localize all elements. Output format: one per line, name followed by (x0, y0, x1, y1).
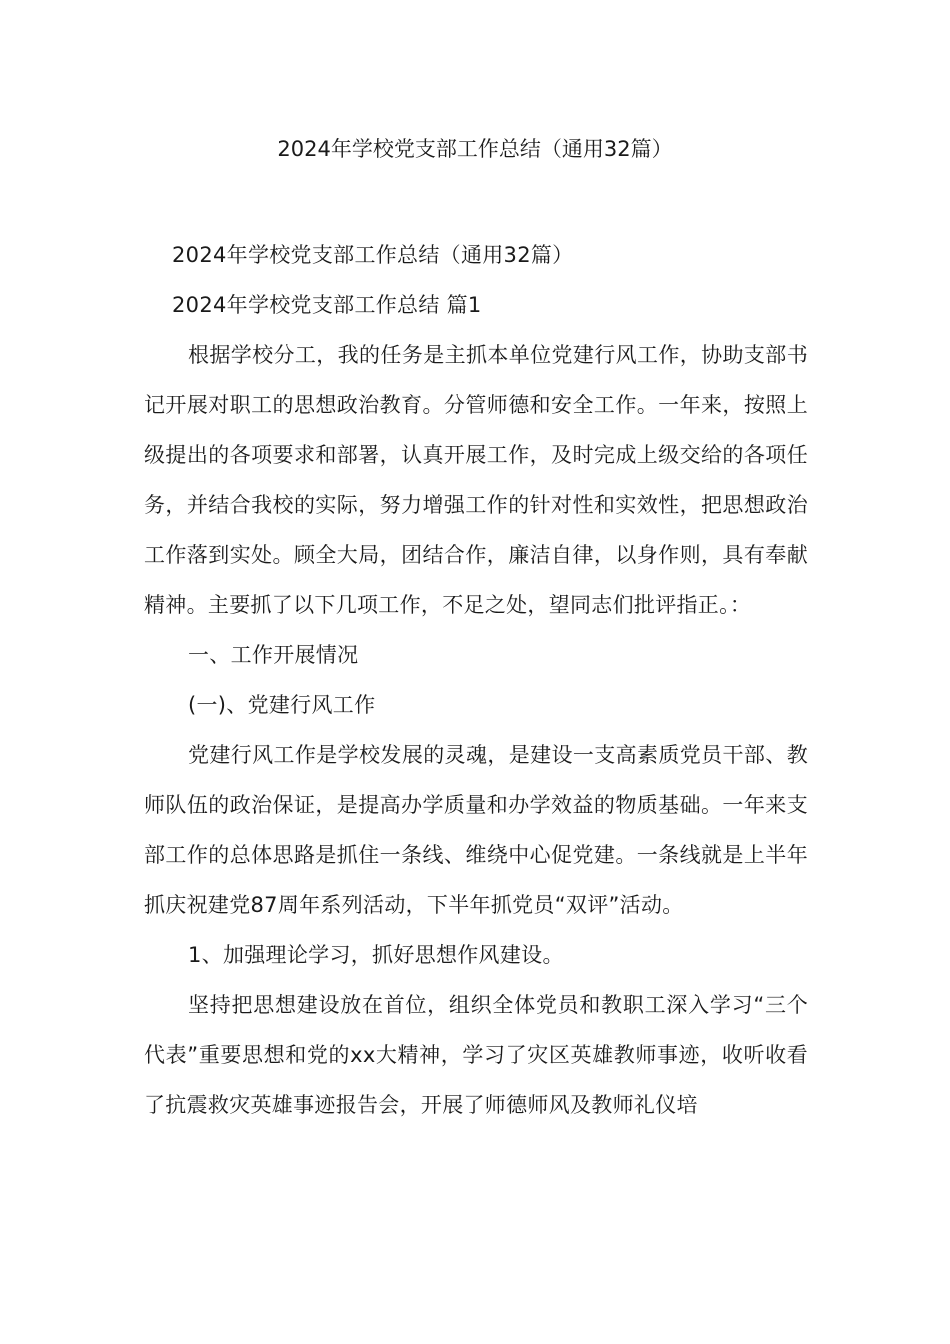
paragraph-subheading-1: (一)、党建行风工作 (188, 693, 376, 717)
paragraph-study: 坚持把思想建设放在首位，组织全体党员和教职工深入学习“三个代表”重要思想和党的xx大精神，学习了灾区英雄教师事迹，收听收看了抗震救灾英雄事迹报告会，开展了师德师风及教师礼仪培 (144, 993, 808, 1117)
document-title: 2024年学校党支部工作总结（通用32篇） (277, 137, 673, 161)
paragraph-item-1: 1、加强理论学习，抓好思想作风建设。 (188, 943, 564, 967)
paragraph-heading-1: 一、工作开展情况 (188, 643, 359, 667)
document-body (144, 230, 808, 1130)
paragraph-party-work: 党建行风工作是学校发展的灵魂，是建设一支高素质党员干部、教师队伍的政治保证，是提高办学质量和办学效益的物质基础。一年来支部工作的总体思路是抓住一条线、维绕中心促党建。一条线就是上半年抓庆祝建党87周年系列活动，下半年抓党员“双评”活动。 (144, 743, 808, 917)
paragraph-intro: 根据学校分工，我的任务是主抓本单位党建行风工作，协助支部书记开展对职工的思想政治教育。分管师德和安全工作。一年来，按照上级提出的各项要求和部署，认真开展工作，及时完成上级交给的各项任务，并结合我校的实际，努力增强工作的针对性和实效性，把思想政治工作落到实处。顾全大局，团结合作，廉洁自律，以身作则，具有奉献精神。主要抓了以下几项工作，不足之处，望同志们批评指正。： (144, 343, 808, 617)
paragraph-section-title: 2024年学校党支部工作总结 篇1 (172, 293, 482, 317)
paragraph-heading-repeat: 2024年学校党支部工作总结（通用32篇） (172, 243, 574, 267)
